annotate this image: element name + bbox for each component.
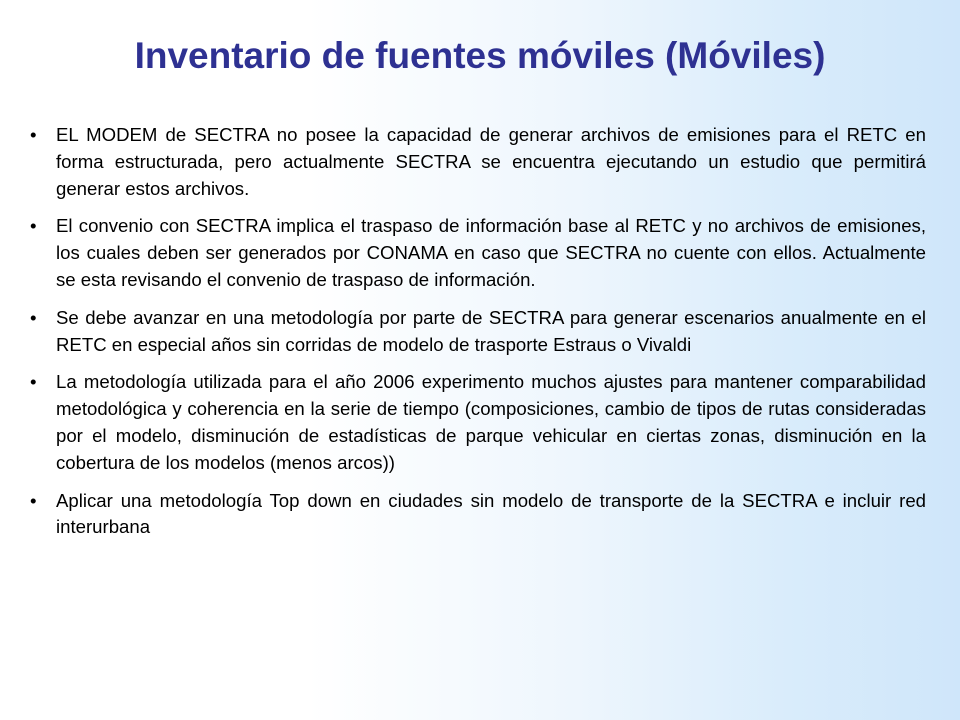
bullet-item-5 <box>30 488 926 542</box>
bullet-icon: • <box>30 306 37 328</box>
bullet-icon: • <box>30 489 37 511</box>
bullet-text: La metodología utilizada para el año 2006 experimento muchos ajustes para mantener comparabilidad metodológica y coherencia en la serie de tiempo (composiciones, cambio de tipos de rutas consideradas por el modelo, disminución de estadísticas de parque vehicular en ciertas zonas, disminución en la cobertura de los modelos (menos arcos)) <box>56 371 926 473</box>
bullet-text: El convenio con SECTRA implica el traspaso de información base al RETC y no archivos de emisiones, los cuales deben ser generados por CONAMA en caso que SECTRA no cuente con ellos. Actualmente se esta revisando el convenio de traspaso de información. <box>56 215 926 290</box>
bullet-icon: • <box>30 371 37 393</box>
slide-title: Inventario de fuentes móviles (Móviles) <box>134 35 826 76</box>
bullet-icon: • <box>30 124 37 145</box>
bullet-text: Aplicar una metodología Top down en ciudades sin modelo de transporte de la SECTRA e incluir red interurbana <box>56 489 926 538</box>
bullet-item-4 <box>30 369 926 476</box>
bullet-icon: • <box>30 215 37 237</box>
bullet-text: Se debe avanzar en una metodología por parte de SECTRA para generar escenarios anualmente en el RETC en especial años sin corridas de modelo de trasporte Estraus o Vivaldi <box>56 306 926 355</box>
bullet-item-2 <box>30 213 926 293</box>
bullet-list <box>30 122 926 552</box>
bullet-item-3 <box>30 305 926 359</box>
bullet-item-1 <box>30 122 926 202</box>
bullet-text: EL MODEM de SECTRA no posee la capacidad de generar archivos de emisiones para el RETC en forma estructurada, pero actualmente SECTRA se encuentra ejecutando un estudio que permitirá generar estos archivos. <box>56 124 926 199</box>
